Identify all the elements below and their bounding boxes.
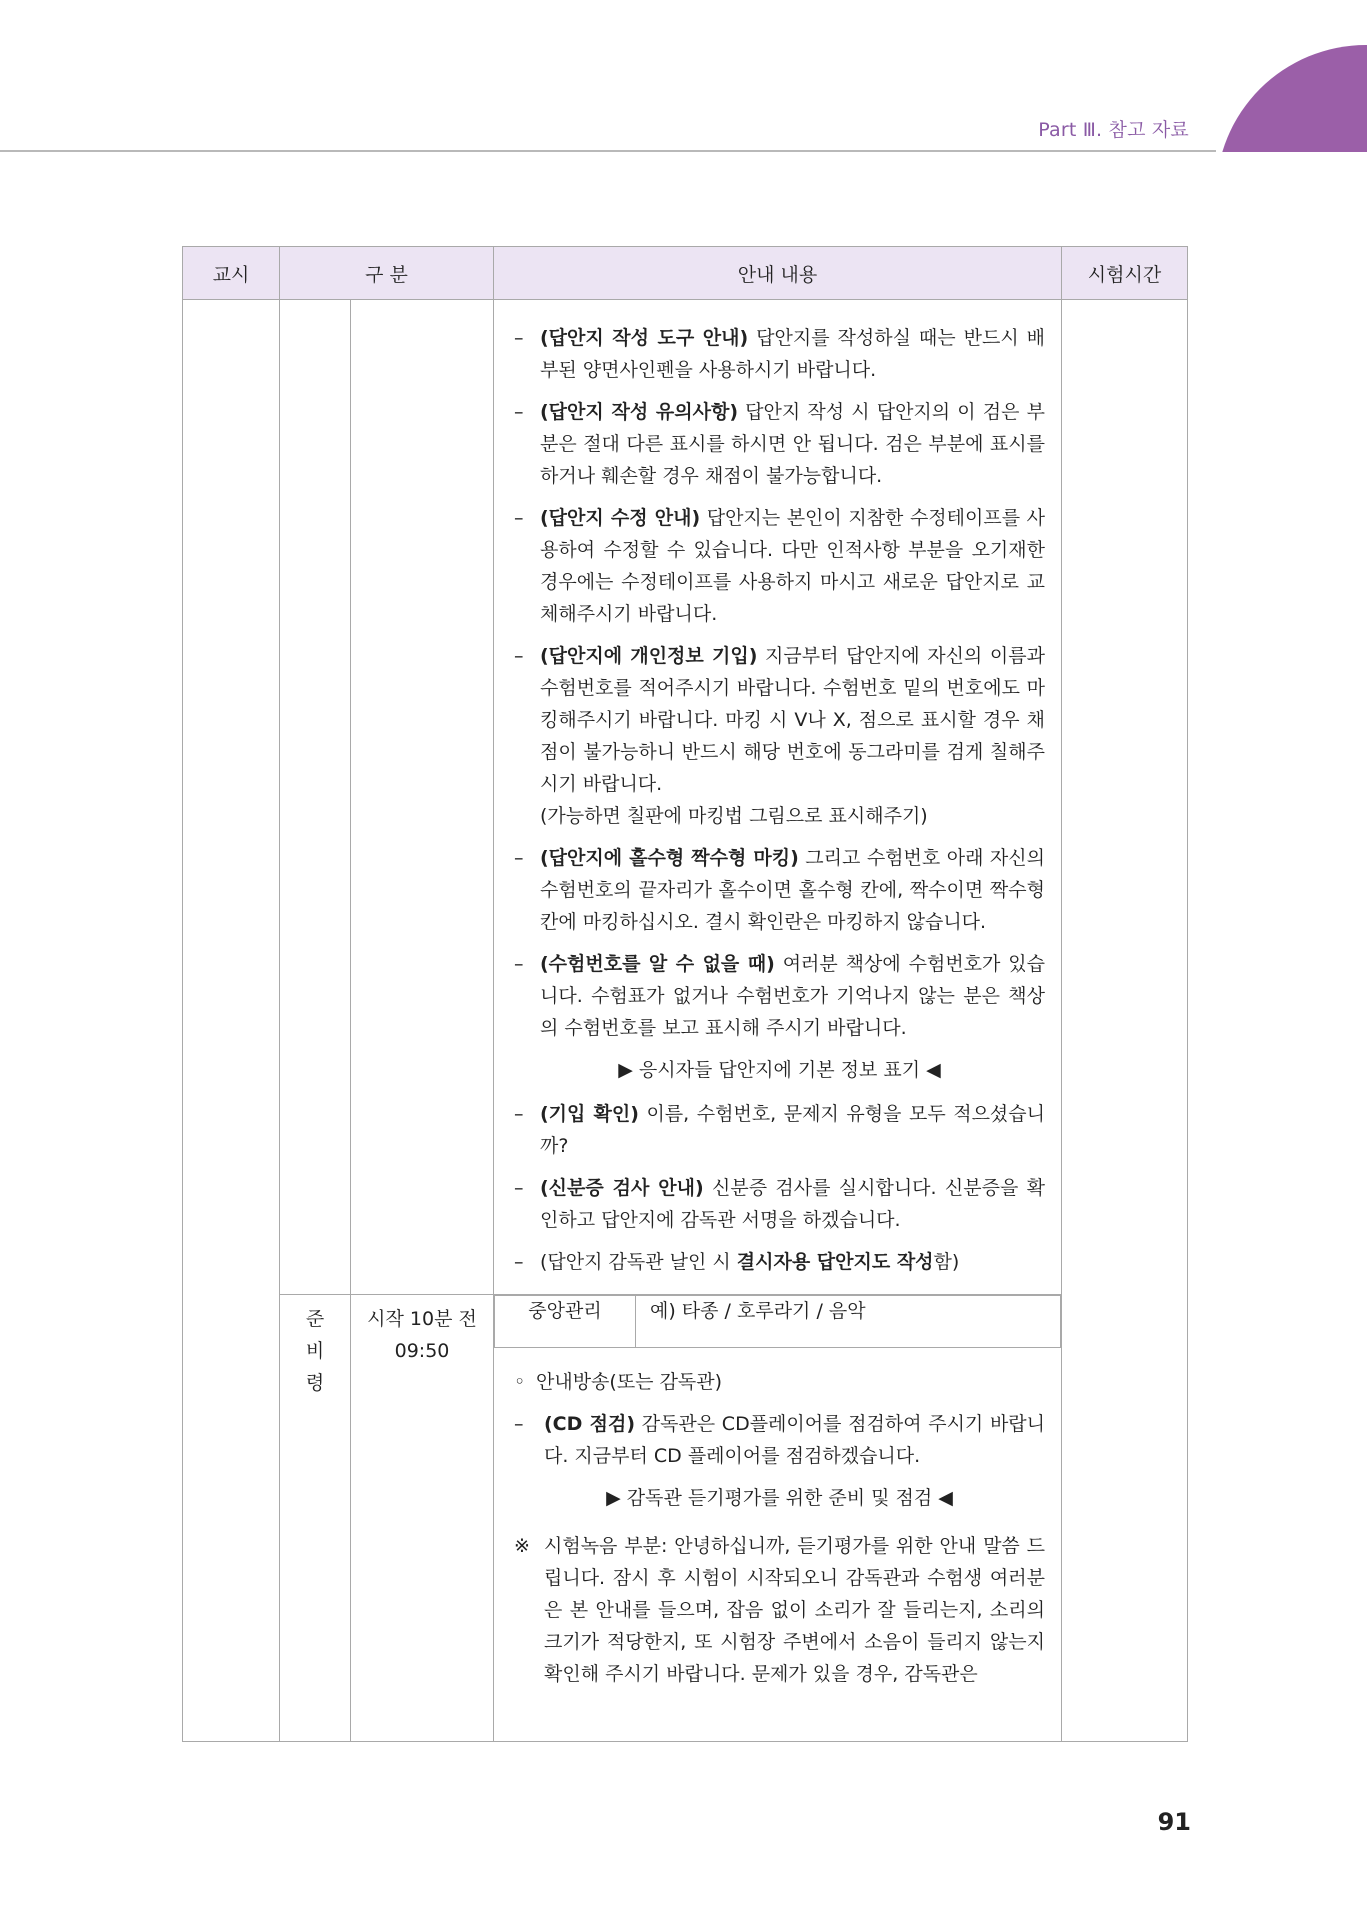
- list-item: – (수험번호를 알 수 없을 때) 여러분 책상에 수험번호가 있습니다. 수험표가 없거나 수험번호가 기억나지 않는 분은 책상의 수험번호를 보고 표시해 주시기 바랍니다.: [514, 953, 1045, 1039]
- list-item: – (답안지에 개인정보 기입) 지금부터 답안지에 자신의 이름과 수험번호를 적어주시기 바랍니다. 수험번호 밑의 번호에도 마킹해주시기 바랍니다. 마킹 시 V나 X, 점으로 표시할 경우 채점이 불가능하니 반드시 해당 번호에 동그라미를 검게 칠해주시기 바랍니다. (가능하면 칠판에 마킹법 그림으로 표시해주기): [514, 640, 1045, 832]
- cd-check-item: – (CD 점검) 감독관은 CD플레이어를 점검하여 주시기 바랍니다. 지금부터 CD 플레이어를 점검하겠습니다.: [514, 1413, 1046, 1467]
- category-cell-a: [280, 300, 351, 1295]
- list-item: – (답안지에 홀수형 짝수형 마킹) 그리고 수험번호 아래 자신의 수험번호의 끝자리가 홀수이면 홀수형 칸에, 짝수이면 짝수형 칸에 마킹하십시오. 결시 확인란은 마킹하지 않습니다.: [514, 847, 1045, 933]
- list-item: – (답안지 작성 유의사항) 답안지 작성 시 답안지의 이 검은 부분은 절대 다른 표시를 하시면 안 됩니다. 검은 부분에 표시를 하거나 훼손할 경우 채점이 불가능합니다.: [514, 401, 1045, 487]
- list-item: – (신분증 검사 안내) 신분증 검사를 실시합니다. 신분증을 확인하고 답안지에 감독관 서명을 하겠습니다.: [514, 1177, 1045, 1231]
- list-item: – (답안지 감독관 날인 시 결시자용 답안지도 작성함): [514, 1251, 960, 1273]
- central-control-row: [495, 1296, 1061, 1348]
- part-label: Part Ⅲ. 참고 자료: [1038, 119, 1189, 141]
- category-cell-b: [351, 300, 494, 1295]
- header-content: 안내 내용: [494, 247, 1062, 300]
- marking-note: (가능하면 칠판에 마킹법 그림으로 표시해주기): [540, 805, 928, 827]
- content-cell-second: [494, 1295, 1062, 1742]
- table-header-row: [183, 247, 1188, 300]
- list-item: – (답안지 작성 도구 안내) 답안지를 작성하실 때는 반드시 배부된 양면사인펜을 사용하시기 바랍니다.: [514, 327, 1045, 381]
- table-row: [183, 300, 1188, 1295]
- central-control-label: 중앙관리: [495, 1296, 636, 1348]
- list-item: – (답안지 수정 안내) 답안지는 본인이 지참한 수정테이프를 사용하여 수정할 수 있습니다. 다만 인적사항 부분을 오기재한 경우에는 수정테이프를 사용하지 마시고 새로운 답안지로 교체해주시기 바랍니다.: [514, 507, 1046, 625]
- central-control-subtable: [494, 1295, 1061, 1348]
- recording-note-item: ※ 시험녹음 부분: 안녕하십니까, 듣기평가를 위한 안내 말씀 드립니다. 잠시 후 시험이 시작되오니 감독관과 수험생 여러분은 본 안내를 들으며, 잡음 없이 소리가 잘 들리는지, 소리의 크기가 적당한지, 또 시험장 주변에서 소음이 들리지 않는지 확인해 주시기 바랍니다. 문제가 있을 경우, 감독관은: [514, 1535, 1045, 1685]
- table-row: [183, 1295, 1188, 1742]
- header-exam-time: 시험시간: [1062, 247, 1188, 300]
- section-banner: ▶ 응시자들 답안지에 기본 정보 표기 ◀: [618, 1059, 941, 1081]
- prep-content: [494, 1348, 1061, 1690]
- central-control-example: 예) 타종 / 호루라기 / 음악: [636, 1296, 1061, 1348]
- header-period: 교시: [183, 247, 280, 300]
- period-cell: [183, 300, 280, 1742]
- corner-circle-shape: [1216, 45, 1367, 152]
- page-number: 91: [1157, 1808, 1191, 1836]
- prep-section-label: 준 비 령: [280, 1295, 351, 1742]
- prep-time-cell: 시작 10분 전 09:50: [351, 1295, 494, 1742]
- corner-decoration: [1180, 0, 1367, 152]
- exam-guide-table: [182, 246, 1188, 1742]
- announce-item: ◦ 안내방송(또는 감독관): [514, 1371, 723, 1393]
- exam-time-cell: [1062, 300, 1188, 1742]
- content-cell-first: [494, 300, 1062, 1295]
- section-banner: ▶ 감독관 듣기평가를 위한 준비 및 점검 ◀: [606, 1487, 953, 1509]
- header-divider: [0, 150, 1216, 152]
- header-category: 구 분: [280, 247, 494, 300]
- list-item: – (기입 확인) 이름, 수험번호, 문제지 유형을 모두 적으셨습니까?: [514, 1103, 1045, 1157]
